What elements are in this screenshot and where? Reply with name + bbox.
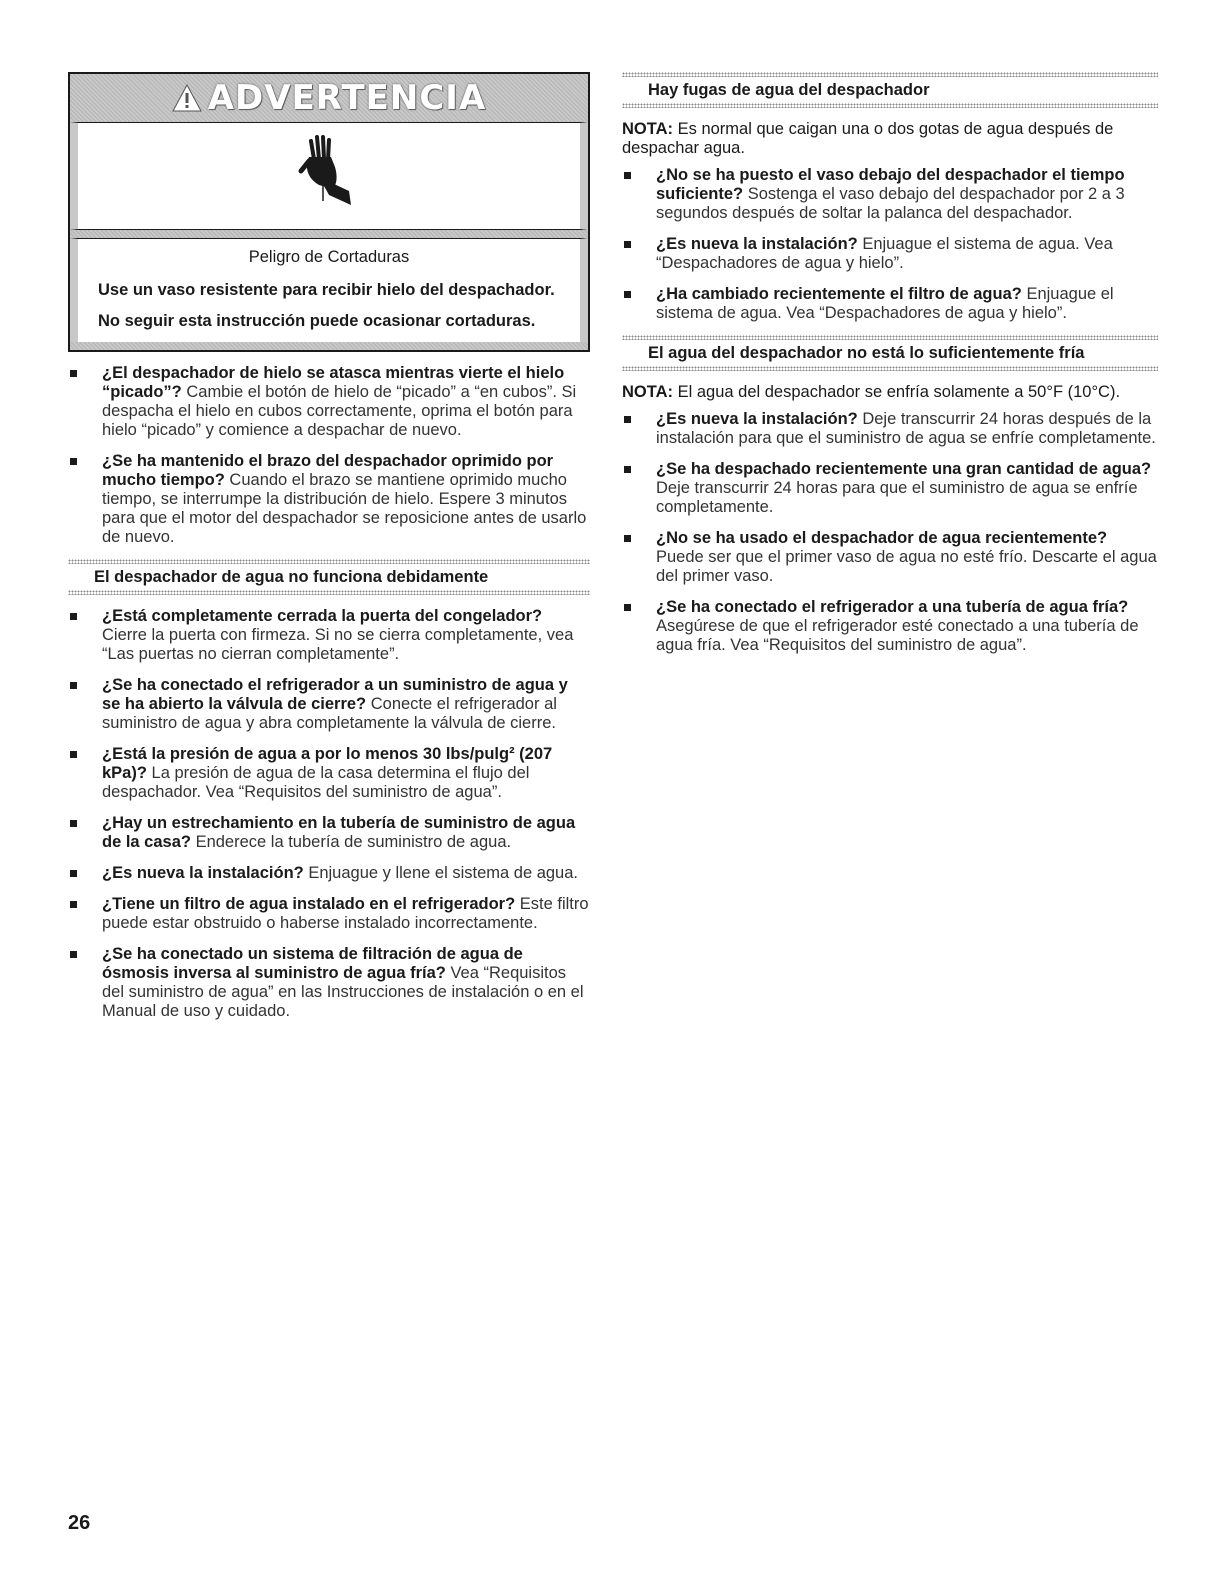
list-item: ¿No se ha usado el despachador de agua recientemente? Puede ser que el primer vaso de agua no esté frío. Descarte el agua del primer vaso. [622,529,1158,586]
warning-line-2: No seguir esta instrucción puede ocasionar cortaduras. [98,312,536,330]
section-title: El despachador de agua no funciona debidamente [94,568,489,586]
list-item: ¿No se ha puesto el vaso debajo del despachador el tiempo suficiente? Sostenga el vaso debajo del despachador por 2 a 3 segundos después de soltar la palanca del despachador. [622,166,1158,223]
page-number: 26 [68,1512,91,1534]
warning-header [70,74,588,122]
list-item: ¿Se ha despachado recientemente una gran cantidad de agua? Deje transcurrir 24 horas para que el suministro de agua se enfríe completamente. [622,460,1158,517]
hazard-icon-area [70,122,588,230]
note: NOTA: El agua del despachador se enfría solamente a 50°F (10°C). [622,383,1121,401]
warning-box [68,72,590,352]
right-column [622,72,1158,667]
note: NOTA: Es normal que caigan una o dos gotas de agua después de despachar agua. [622,120,1114,157]
list-item: ¿Es nueva la instalación? Enjuague y llene el sistema de agua. [68,864,590,883]
section-header [622,72,1158,108]
list-item: ¿Está completamente cerrada la puerta del congelador? Cierre la puerta con firmeza. Si no se cierra completamente, vea “Las puertas no cierran completamente”. [68,607,590,664]
list-item: ¿Se ha mantenido el brazo del despachador oprimido por mucho tiempo? Cuando el brazo se mantiene oprimido mucho tiempo, se interrumpe la distribución de hielo. Espere 3 minutos para que el motor del despachador se reposicione antes de usarlo de nuevo. [68,452,590,547]
list-item: ¿Es nueva la instalación? Enjuague el sistema de agua. Vea “Despachadores de agua y hielo”. [622,235,1158,273]
list-item: ¿Hay un estrechamiento en la tubería de suministro de agua de la casa? Enderece la tubería de suministro de agua. [68,814,590,852]
list-item: ¿Es nueva la instalación? Deje transcurrir 24 horas después de la instalación para que el suministro de agua se enfríe completamente. [622,410,1158,448]
list-item: ¿Se ha conectado un sistema de filtración de agua de ósmosis inversa al suministro de agua fría? Vea “Requisitos del suministro de agua” en las Instrucciones de instalación o en el Manual de uso y cuidado. [68,945,590,1021]
list-item: ¿Está la presión de agua a por lo menos 30 lbs/pulg² (207 kPa)? La presión de agua de la casa determina el flujo del despachador. Vea “Requisitos del suministro de agua”. [68,745,590,802]
warning-bottom-band [70,342,588,350]
warning-divider [70,230,588,238]
ice-dispenser-list [68,364,590,547]
section-title: El agua del despachador no está lo suficientemente fría [648,344,1085,362]
leaks-list [622,166,1158,323]
section-header [622,335,1158,371]
not-cold-list [622,410,1158,655]
warning-subtitle: Peligro de Cortaduras [248,248,410,266]
left-column [68,72,590,1033]
warning-line-1: Use un vaso resistente para recibir hielo del despachador. [98,281,555,299]
warning-title: ADVERTENCIA [207,78,487,118]
water-dispenser-list [68,607,590,1021]
list-item: ¿Se ha conectado el refrigerador a una tubería de agua fría? Asegúrese de que el refrigerador esté conectado a una tubería de agua fría. Vea “Requisitos del suministro de agua”. [622,598,1158,655]
warning-triangle-icon [172,84,202,112]
list-item: ¿Ha cambiado recientemente el filtro de agua? Enjuague el sistema de agua. Vea “Despachadores de agua y hielo”. [622,285,1158,323]
list-item: ¿Se ha conectado el refrigerador a un suministro de agua y se ha abierto la válvula de cierre? Conecte el refrigerador al suministro de agua y abra completamente la válvula de cierre. [68,676,590,733]
section-header [68,559,590,595]
section-title: Hay fugas de agua del despachador [648,81,930,99]
warning-body [70,238,588,342]
list-item: ¿Tiene un filtro de agua instalado en el refrigerador? Este filtro puede estar obstruido o haberse instalado incorrectamente. [68,895,590,933]
list-item: ¿El despachador de hielo se atasca mientras vierte el hielo “picado”? Cambie el botón de hielo de “picado” a “en cubos”. Si despacha el hielo en cubos correctamente, oprima el botón para hielo “picado” y comience a despachar de nuevo. [68,364,590,440]
cut-hazard-hand-icon [289,131,369,221]
